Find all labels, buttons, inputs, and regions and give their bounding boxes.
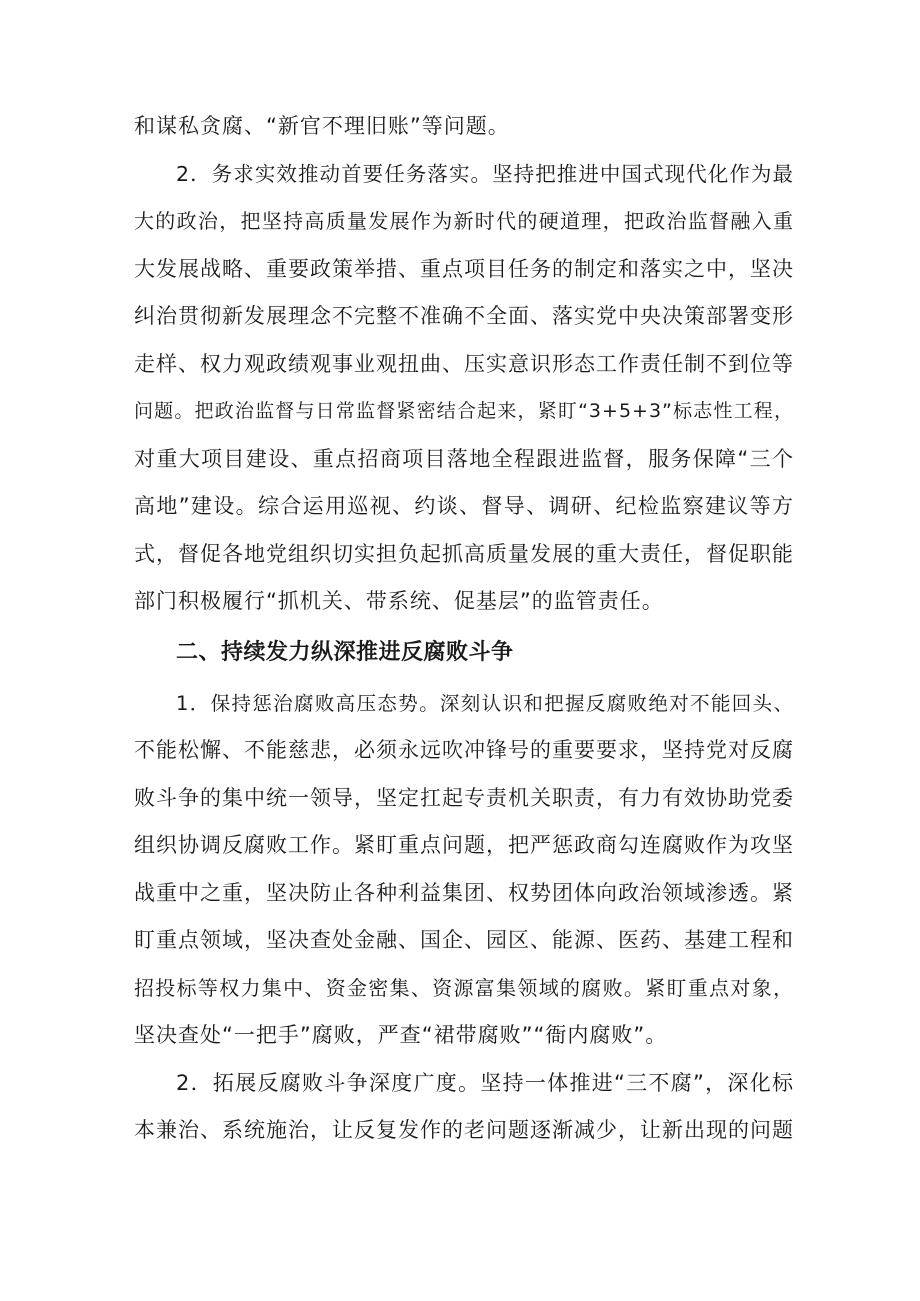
- text-line: 盯重点领域，坚决查处金融、国企、园区、能源、医药、基建工程和: [134, 928, 794, 952]
- text-line: 和谋私贪腐、“新官不理旧账”等问题。: [134, 114, 510, 138]
- section-heading: 二、持续发力纵深推进反腐败斗争: [176, 639, 514, 665]
- text-line: 纠治贯彻新发展理念不完整不准确不全面、落实党中央决策部署变形: [134, 304, 794, 328]
- text-line: 走样、权力观政绩观事业观扭曲、压实意识形态工作责任制不到位等: [134, 351, 794, 376]
- text-line: 对重大项目建设、重点招商项目落地全程跟进监督，服务保障“三个: [134, 446, 794, 471]
- paragraph-item-2-tasks: [134, 151, 794, 626]
- text-line: 败斗争的集中统一领导，坚定扛起专责机关职责，有力有效协助党委: [134, 785, 794, 810]
- text-line: 2．拓展反腐败斗争深度广度。坚持一体推进“三不腐”，深化标: [176, 1070, 794, 1095]
- text-line: 式，督促各地党组织切实担负起抓高质量发展的重大责任，督促职能: [134, 541, 794, 566]
- text-line: 战重中之重，坚决防止各种利益集团、权势团体向政治领域渗透。紧: [134, 880, 794, 905]
- text-line: 2．务求实效推动首要任务落实。坚持把推进中国式现代化作为最: [176, 161, 794, 186]
- text-line: 问题。把政治监督与日常监督紧密结合起来，紧盯“3+5+3”标志性工程，: [134, 400, 794, 422]
- document-body: [134, 103, 794, 1155]
- text-line: 本兼治、系统施治，让反复发作的老问题逐渐减少，让新出现的问题: [134, 1118, 794, 1142]
- text-line: 大的政治，把坚持高质量发展作为新时代的硬道理，把政治监督融入重: [134, 209, 794, 233]
- paragraph-item-2-anticorruption: [134, 1060, 794, 1155]
- text-line: 高地”建设。综合运用巡视、约谈、督导、调研、纪检监察建议等方: [134, 494, 794, 518]
- text-line: 招投标等权力集中、资金密集、资源富集领域的腐败。紧盯重点对象，: [134, 975, 794, 1000]
- paragraph-item-1-anticorruption: [134, 680, 794, 1060]
- text-line: 1．保持惩治腐败高压态势。深刻认识和把握反腐败绝对不能回头、: [176, 691, 794, 715]
- text-line: 大发展战略、重要政策举措、重点项目任务的制定和落实之中，坚决: [134, 256, 794, 281]
- text-line: 不能松懈、不能慈悲，必须永远吹冲锋号的重要要求，坚持党对反腐: [134, 738, 794, 762]
- text-line: 组织协调反腐败工作。紧盯重点问题，把严惩政商勾连腐败作为攻坚: [134, 833, 794, 857]
- paragraph-continuation: [134, 103, 794, 151]
- text-line: 部门积极履行“抓机关、带系统、促基层”的监管责任。: [134, 589, 664, 613]
- text-line: 坚决查处“一把手”腐败，严查“裙带腐败”“衙内腐败”。: [134, 1023, 668, 1047]
